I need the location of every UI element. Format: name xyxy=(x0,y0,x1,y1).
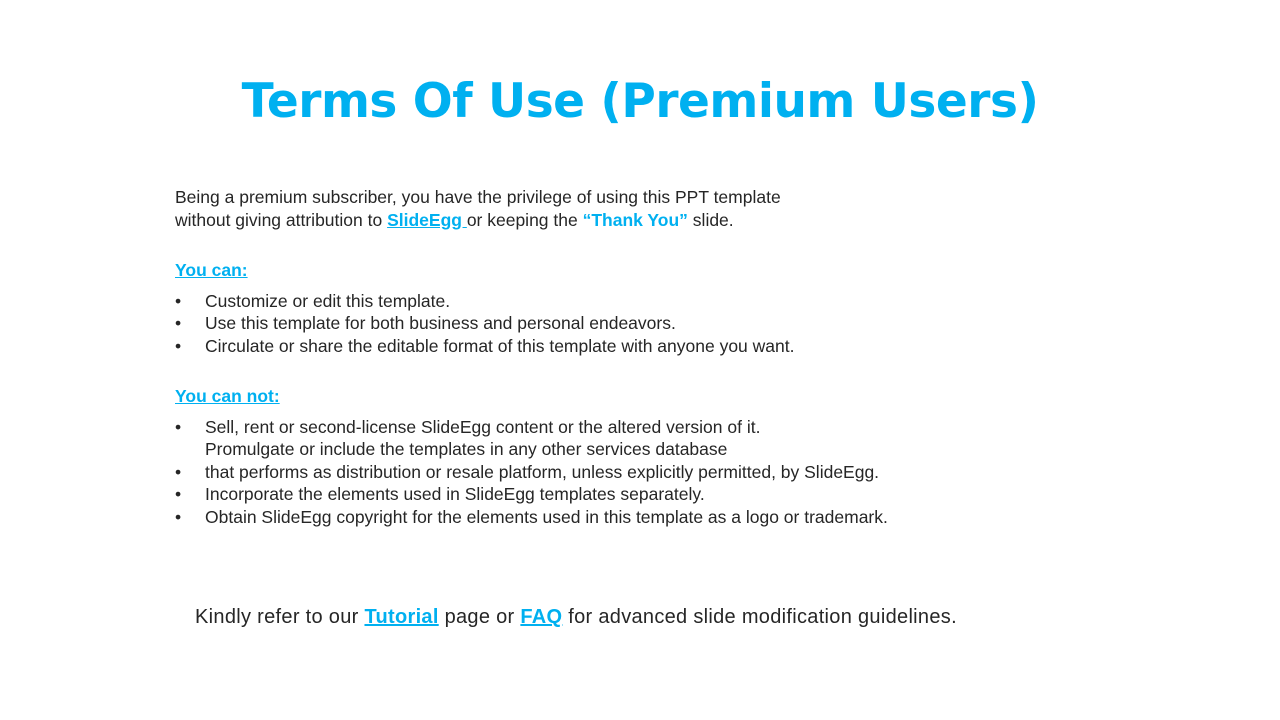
bullet-icon: • xyxy=(175,313,182,333)
bullet-icon: • xyxy=(175,484,182,504)
list-item xyxy=(175,483,975,506)
footer-text-before: Kindly refer to our xyxy=(195,606,365,628)
footer-note xyxy=(0,603,1152,631)
intro-line-2-after: slide. xyxy=(687,209,734,230)
list-item-text: Incorporate the elements used in SlideEgg templates separately. xyxy=(205,484,705,504)
bullet-icon: • xyxy=(175,416,182,437)
thank-you-text: “Thank You” xyxy=(582,209,688,230)
list-item xyxy=(175,506,975,529)
you-can-heading[interactable]: You can: xyxy=(175,260,248,280)
you-can-not-heading[interactable]: You can not: xyxy=(175,386,280,406)
list-item xyxy=(175,461,975,484)
list-item xyxy=(175,290,975,313)
list-item xyxy=(175,335,975,358)
list-item xyxy=(175,312,975,335)
list-item-text-continuation: Promulgate or include the templates in any other services database xyxy=(205,439,728,459)
list-item-text: Customize or edit this template. xyxy=(205,290,451,311)
bullet-icon: • xyxy=(175,290,182,311)
intro-paragraph xyxy=(175,186,975,231)
bullet-icon: • xyxy=(175,461,182,482)
bullet-icon: • xyxy=(175,506,182,527)
intro-line-2-middle: or keeping the xyxy=(466,209,583,230)
list-item-text: Use this template for both business and personal endeavors. xyxy=(205,313,676,333)
page-title: Terms Of Use (Premium Users) xyxy=(241,74,1039,129)
list-item-text: Circulate or share the editable format of this template with anyone you want. xyxy=(205,335,795,356)
terms-content xyxy=(175,186,975,528)
intro-line-2-before: without giving attribution to xyxy=(175,209,388,230)
footer-text-middle: page or xyxy=(438,606,521,628)
slideegg-link[interactable]: SlideEgg xyxy=(387,209,467,230)
list-item xyxy=(175,416,975,461)
faq-link[interactable]: FAQ xyxy=(520,606,563,628)
list-item-text: Obtain SlideEgg copyright for the elements used in this template as a logo or trademark. xyxy=(205,506,888,527)
footer-text-after: for advanced slide modification guidelines. xyxy=(562,606,957,628)
bullet-icon: • xyxy=(175,335,182,356)
you-can-not-list xyxy=(175,416,975,529)
you-can-list xyxy=(175,290,975,358)
list-item-text: Sell, rent or second-license SlideEgg content or the altered version of it. xyxy=(205,416,761,437)
intro-line-1: Being a premium subscriber, you have the privilege of using this PPT template xyxy=(175,187,781,207)
tutorial-link[interactable]: Tutorial xyxy=(364,606,439,628)
list-item-text: that performs as distribution or resale platform, unless explicitly permitted, by SlideEgg. xyxy=(205,461,880,482)
